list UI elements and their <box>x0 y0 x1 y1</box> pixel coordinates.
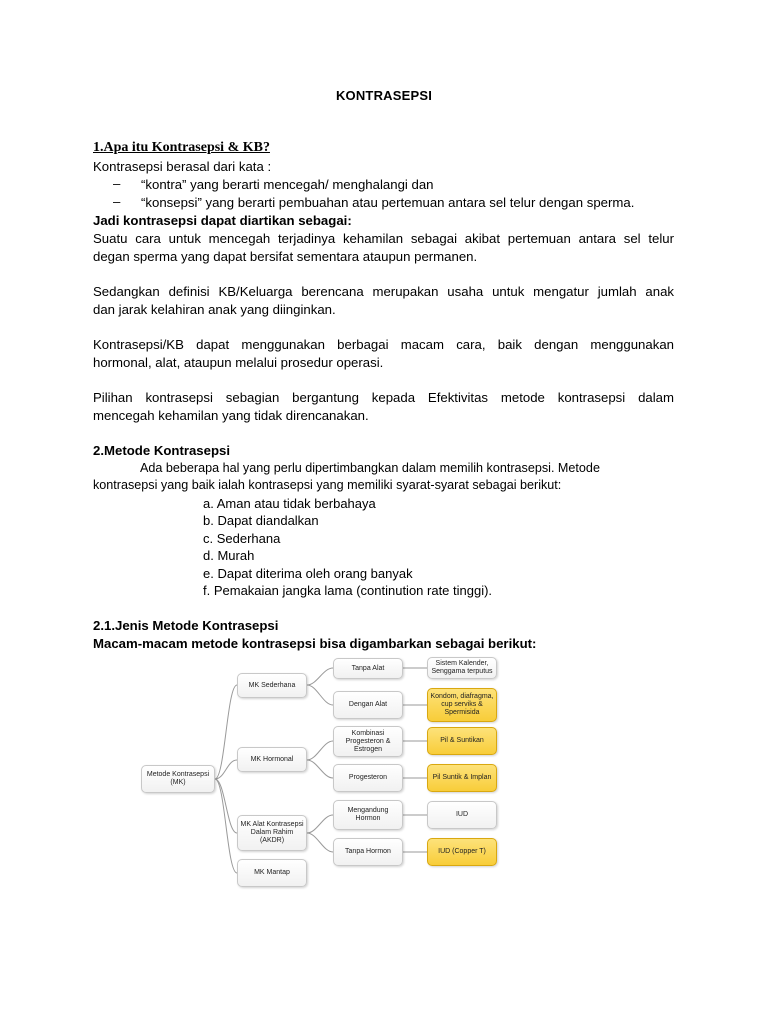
definition-line-2: degan sperma yang dapat bersifat sementara ataupun permanen. <box>93 249 478 264</box>
level1-node-akdr: MK Alat Kontrasepsi Dalam Rahim (AKDR) <box>237 815 307 851</box>
level1-node-mantap: MK Mantap <box>237 859 307 887</box>
paragraph-choice-line-1: Pilihan kontrasepsi sebagian bergantung kepada Efektivitas metode kontrasepsi dalam <box>93 390 674 405</box>
root-node: Metode Kontrasepsi (MK) <box>141 765 215 793</box>
criteria-item: e. Dapat diterima oleh orang banyak <box>203 566 413 581</box>
criteria-item: a. Aman atau tidak berbahaya <box>203 496 376 511</box>
dash-bullet-1: – <box>113 176 121 191</box>
criteria-item: d. Murah <box>203 548 255 563</box>
definition-heading: Jadi kontrasepsi dapat diartikan sebagai: <box>93 213 352 228</box>
criteria-item: b. Dapat diandalkan <box>203 513 319 528</box>
connector-line <box>215 685 237 779</box>
page-title: KONTRASEPSI <box>335 88 433 103</box>
level1-node-sederhana: MK Sederhana <box>237 673 307 698</box>
level3-node-iud: IUD <box>427 801 497 829</box>
level2-node-tanpa-alat: Tanpa Alat <box>333 658 403 679</box>
level3-node-pil-suntikan: Pil & Suntikan <box>427 727 497 755</box>
connector-line <box>307 741 333 760</box>
connector-line <box>307 685 333 705</box>
dash-text-1: “kontra” yang berarti mencegah/ menghalangi dan <box>141 177 434 192</box>
contraception-methods-diagram <box>135 655 507 895</box>
section21-heading: 2.1.Jenis Metode Kontrasepsi <box>93 618 279 633</box>
paragraph-kb-line-1: Sedangkan definisi KB/Keluarga berencana merupakan usaha untuk mengatur jumlah anak <box>93 284 674 299</box>
section2-intro-line-2: kontrasepsi yang baik ialah kontrasepsi yang memiliki syarat-syarat sebagai berikut: <box>93 478 562 492</box>
section1-heading: 1.Apa itu Kontrasepsi & KB? <box>93 140 270 155</box>
criteria-item: c. Sederhana <box>203 531 281 546</box>
section2-heading: 2.Metode Kontrasepsi <box>93 443 231 458</box>
level2-node-dengan-alat: Dengan Alat <box>333 691 403 719</box>
dash-bullet-2: – <box>113 194 121 209</box>
level2-node-progesteron: Progesteron <box>333 764 403 792</box>
connector-line <box>215 779 237 873</box>
level3-node-pil-suntik-implan: Pil Suntik & Implan <box>427 764 497 792</box>
level3-node-kalender: Sistem Kalender, Senggama terputus <box>427 657 497 679</box>
connector-line <box>307 760 333 778</box>
connector-line <box>307 668 333 685</box>
dash-text-2: “konsepsi” yang berarti pembuahan atau pertemuan antara sel telur dengan sperma. <box>141 195 635 210</box>
level1-node-hormonal: MK Hormonal <box>237 747 307 772</box>
connector-line <box>307 833 333 852</box>
paragraph-kb-line-2: dan jarak kelahiran anak yang diinginkan. <box>93 302 336 317</box>
section1-intro: Kontrasepsi berasal dari kata : <box>93 159 272 174</box>
section21-intro: Macam-macam metode kontrasepsi bisa digambarkan sebagai berikut: <box>93 636 537 651</box>
connector-line <box>307 815 333 833</box>
definition-line-1: Suatu cara untuk mencegah terjadinya kehamilan sebagai akibat pertemuan antara sel telur <box>93 231 674 246</box>
paragraph-choice-line-2: mencegah kehamilan yang tidak direncanakan. <box>93 408 369 423</box>
paragraph-methods-line-1: Kontrasepsi/KB dapat menggunakan berbagai macam cara, baik dengan menggunakan <box>93 337 674 352</box>
level2-node-kombinasi: Kombinasi Progesteron & Estrogen <box>333 726 403 757</box>
section2-intro-line-1: Ada beberapa hal yang perlu dipertimbangkan dalam memilih kontrasepsi. Metode <box>140 461 600 475</box>
paragraph-methods-line-2: hormonal, alat, ataupun melalui prosedur operasi. <box>93 355 384 370</box>
criteria-item: f. Pemakaian jangka lama (continution rate tinggi). <box>203 583 493 598</box>
level3-node-iud-copper: IUD (Copper T) <box>427 838 497 866</box>
level3-node-kondom: Kondom, diafragma, cup serviks & Spermisida <box>427 688 497 722</box>
level2-node-tanpa-hormon: Tanpa Hormon <box>333 838 403 866</box>
level2-node-mengandung-hormon: Mengandung Hormon <box>333 800 403 830</box>
